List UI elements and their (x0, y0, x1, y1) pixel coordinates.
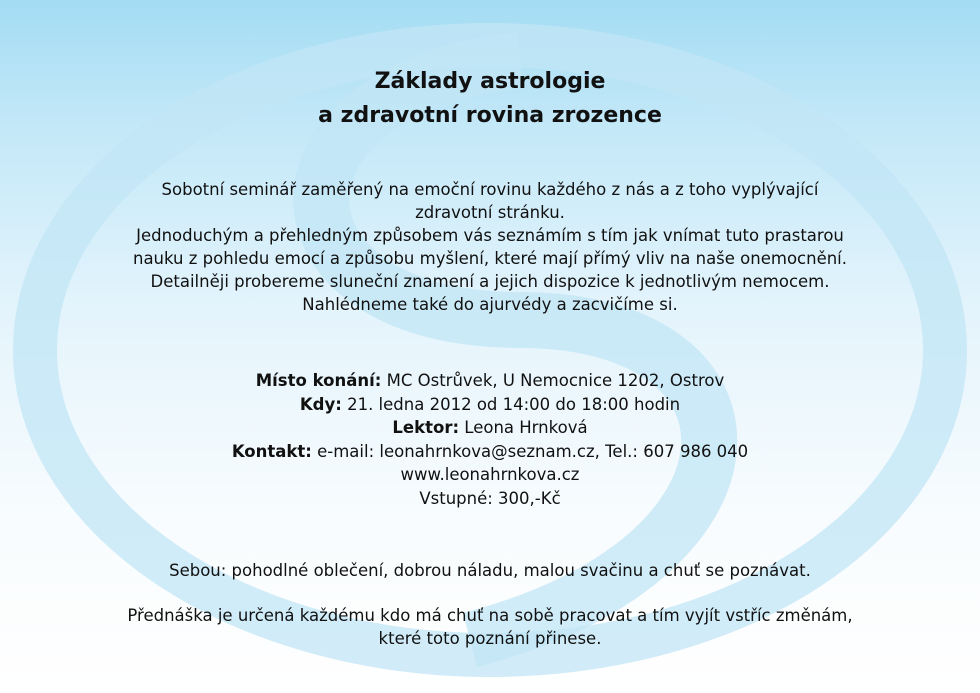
event-details (0, 369, 980, 510)
venue-label: Místo konání: (255, 371, 382, 390)
date-value: 21. ledna 2012 od 14:00 do 18:00 hodin (341, 394, 681, 414)
lecturer-label: Lektor: (392, 418, 460, 437)
intro-line: Nahlédneme také do ajurvédy a zacvičíme si. (302, 295, 678, 314)
date-label: Kdy: (299, 394, 342, 414)
closing-line: Přednáška je určená každému kdo má chuť na sobě pracovat a tím vyjít vstříc změnám, (127, 606, 853, 625)
date-line (0, 393, 980, 417)
intro-line: nauku z pohledu emocí a způsobu myšlení, které mají přímý vliv na naše onemocnění. (132, 249, 848, 268)
page-subtitle: a zdravotní rovina zrozence (318, 103, 662, 128)
website-link[interactable]: www.leonahrnkova.cz (400, 465, 580, 484)
contact-value: e-mail: leonahrnkova@seznam.cz, Tel.: 607 986 040 (311, 441, 749, 461)
fee-line: Vstupné: 300,-Kč (419, 488, 561, 508)
intro-line: Detailněji probereme sluneční znamení a jejich dispozice k jednotlivým nemocem. (150, 272, 830, 291)
page-title: Základy astrologie (374, 69, 606, 94)
intro-paragraph (40, 178, 940, 316)
lecturer-value: Leona Hrnková (459, 418, 588, 437)
intro-line: Sobotní seminář zaměřený na emoční rovinu každého z nás a z toho vyplývající (161, 180, 819, 199)
bring-paragraph: Sebou: pohodlné oblečení, dobrou náladu, malou svačinu a chuť se poznávat. (169, 561, 811, 580)
contact-line (0, 440, 980, 464)
closing-line: které toto poznání přinese. (378, 629, 602, 648)
venue-line (0, 369, 980, 393)
closing-paragraph (40, 604, 940, 650)
lecturer-line (0, 416, 980, 440)
contact-label: Kontakt: (231, 441, 312, 461)
intro-line: zdravotní stránku. (415, 203, 565, 222)
venue-value: MC Ostrůvek, U Nemocnice 1202, Ostrov (381, 371, 725, 390)
intro-line: Jednoduchým a přehledným způsobem vás seznámím s tím jak vnímat tuto prastarou (136, 226, 844, 245)
